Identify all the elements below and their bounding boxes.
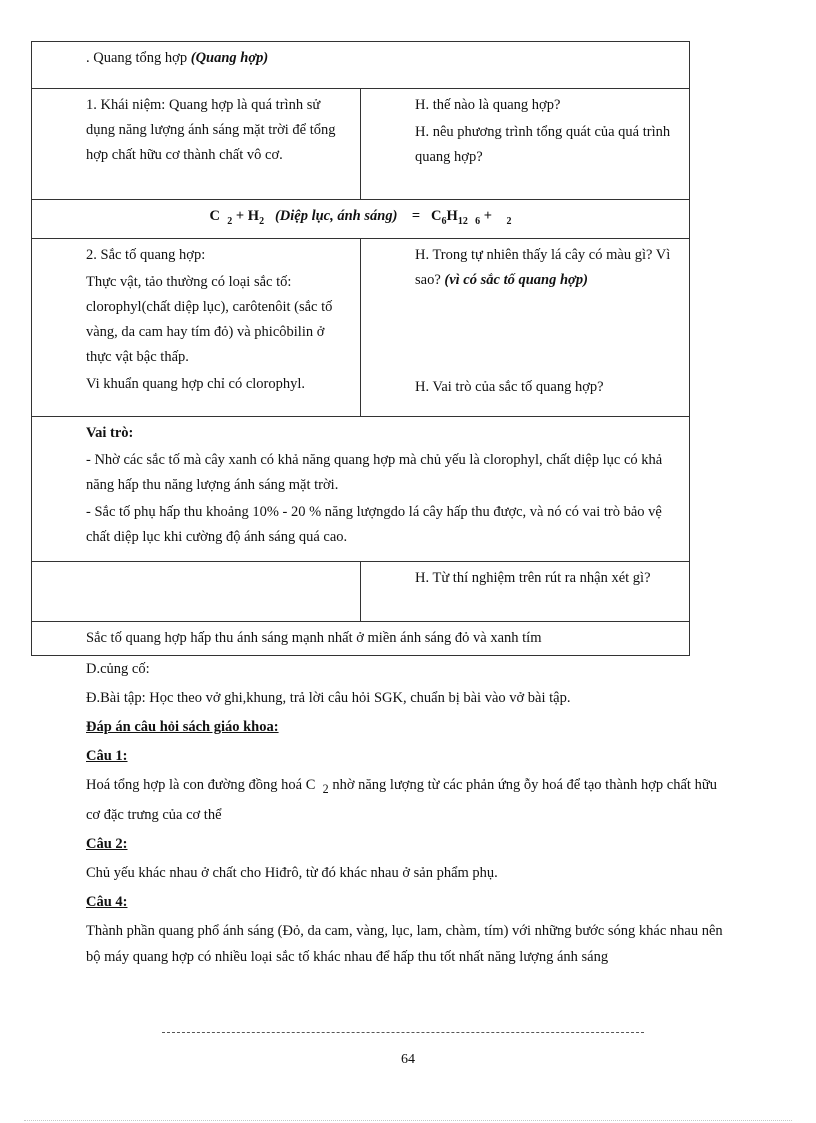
pigment-answer: (vì có sắc tố quang hợp) (444, 271, 588, 288)
question-cell (361, 89, 690, 200)
table-row (32, 200, 690, 239)
role-paragraph-1: - Nhờ các sắc tố mà cây xanh có khả năng quang hợp mà chủ yếu là clorophyl, chất diệp lục có khả năng hấp thu năng lượng ánh sáng mặt trời. (86, 451, 663, 493)
eq-plus: + (483, 208, 492, 224)
pigment-cell (32, 238, 361, 416)
section-title-italic: (Quang hợp) (190, 50, 269, 66)
table-row (32, 42, 690, 89)
eq-term: C (209, 208, 221, 224)
footer-divider (162, 1032, 644, 1033)
concept-text: 1. Khái niệm: Quang hợp là quá trình sử dụng năng lượng ánh sáng mặt trời để tổng hợp chất hữu cơ thành chất vô cơ. (86, 97, 336, 163)
experiment-question-cell (361, 561, 690, 621)
page-number: 64 (401, 1052, 415, 1067)
empty-cell (32, 561, 361, 621)
question-2-heading: Câu 2: (86, 835, 128, 852)
pigment-question-text: H. Trong tự nhiên thấy lá cây có màu gì? Vì sao? (415, 246, 671, 288)
table-row (32, 416, 690, 561)
eq-term: H (446, 208, 458, 224)
eq-equals: = (411, 208, 421, 224)
eq-sub: 6 (441, 215, 447, 227)
eq-sub: 2 (227, 215, 233, 227)
pigment-question-cell (361, 238, 690, 416)
table-row (32, 89, 690, 200)
lesson-table (31, 41, 690, 656)
page-bottom-border (24, 1120, 792, 1121)
post-table-section (86, 656, 726, 973)
table-row (32, 561, 690, 621)
eq-sub: 2 (506, 215, 512, 227)
pigment-note: Vi khuẩn quang hợp chỉ có clorophyl. (86, 375, 306, 392)
section-title: . Quang tổng hợp (86, 50, 191, 66)
concept-cell (32, 89, 361, 200)
equation-cell (32, 200, 690, 239)
pigment-body: Thực vật, tảo thường có loại sắc tố: clorophyl(chất diệp lục), carôtenôit (sắc tố vàng, da cam hay tím đỏ) và phicôbilin ở thực vật bậc thấp. (86, 273, 333, 365)
pigment-question-2: H. Vai trò của sắc tố quang hợp? (415, 378, 604, 395)
homework-line: Đ.Bài tập: Học theo vở ghi,khung, trả lời câu hỏi SGK, chuẩn bị bài vào vở bài tập. (86, 690, 571, 706)
table-row (32, 238, 690, 416)
answer-1 (86, 772, 726, 828)
eq-sub: 12 (457, 215, 468, 227)
eq-sub: 2 (259, 215, 265, 227)
eq-term: + H (235, 208, 260, 224)
answer-1-part-a: Hoá tổng hợp là con đường đồng hoá C (86, 777, 316, 793)
section-title-cell (32, 42, 690, 89)
answers-heading: Đáp án câu hỏi sách giáo khoa: (86, 719, 279, 735)
role-title: Vai trò: (86, 424, 134, 441)
eq-sub: 6 (475, 215, 481, 227)
answer-1-part-b: nhờ năng lượng từ các phản ứng ỗy hoá để tạo thành hợp chất hữu cơ đặc trưng của cơ thể (86, 777, 717, 823)
answer-1-sub: 2 (322, 781, 329, 796)
conclusion-cell (32, 621, 690, 655)
question-1: H. thế nào là quang hợp? (415, 97, 561, 113)
question-1-heading: Câu 1: (86, 748, 128, 764)
pigment-title: 2. Sắc tố quang hợp: (86, 246, 206, 263)
role-cell (32, 416, 690, 561)
pigment-question (415, 243, 681, 293)
question-4-heading: Câu 4: (86, 893, 128, 910)
table-row (32, 621, 690, 655)
question-2: H. nêu phương trình tổng quát của quá trình quang hợp? (415, 124, 671, 165)
conclusion-text: Sắc tố quang hợp hấp thu ánh sáng mạnh nhất ở miền ánh sáng đỏ và xanh tím (86, 629, 542, 646)
eq-condition: (Diệp lục, ánh sáng) (274, 208, 398, 224)
answer-4: Thành phần quang phổ ánh sáng (Đỏ, da cam, vàng, lục, lam, chàm, tím) với những bước sóng khác nhau nên bộ máy quang hợp có nhiều loại sắc tố khác nhau để hấp thu tốt nhất năng lượng ánh sáng (86, 922, 723, 965)
eq-term: C (431, 208, 442, 224)
answer-2: Chủ yếu khác nhau ở chất cho Hiđrô, từ đó khác nhau ở sản phẩm phụ. (86, 864, 498, 881)
role-paragraph-2: - Sắc tố phụ hấp thu khoảng 10% - 20 % năng lượngdo lá cây hấp thu được, và nó có vai trò bảo vệ chất diệp lục khi cường độ ánh sáng quá cao. (86, 503, 662, 545)
consolidation-heading: D.củng cố: (86, 661, 150, 677)
experiment-question: H. Từ thí nghiệm trên rút ra nhận xét gì? (415, 569, 651, 586)
